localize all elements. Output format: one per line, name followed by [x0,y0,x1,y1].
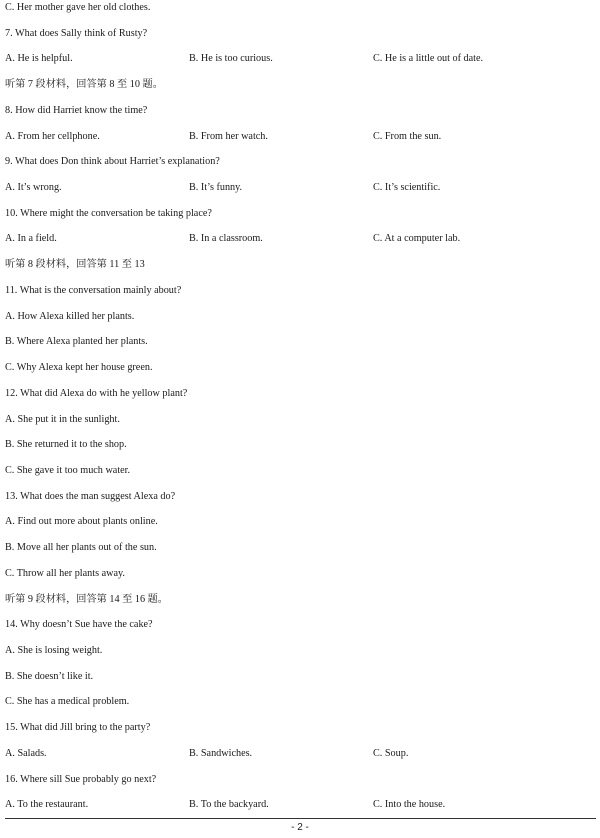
text-line: 听第 7 段材料，回答第 8 至 10 题。 [5,79,163,91]
answer-option: B. Sandwiches. [189,747,253,759]
answer-option: B. He is too curious. [189,53,273,65]
answer-option: A. He is helpful. [5,53,73,65]
answer-option: A. Salads. [5,747,47,759]
text-line: 7. What does Sally think of Rusty? [5,27,148,39]
answer-option: A. To the restaurant. [5,799,89,811]
answer-option: B. To the backyard. [189,799,269,811]
text-line: C. She gave it too much water. [5,464,131,476]
page-number: - 2 - [291,822,309,833]
text-line: 听第 8 段材料，回答第 11 至 13 [5,259,145,271]
answer-option: A. In a field. [5,233,57,245]
text-line: 8. How did Harriet know the time? [5,104,148,116]
text-line: 15. What did Jill bring to the party? [5,722,151,734]
answer-option: C. It’s scientific. [373,182,441,194]
text-line: 14. Why doesn’t Sue have the cake? [5,619,153,631]
text-line: B. She returned it to the shop. [5,439,127,451]
text-line: B. Where Alexa planted her plants. [5,336,148,348]
text-line: 11. What is the conversation mainly about? [5,284,182,296]
text-line: A. She put it in the sunlight. [5,413,120,425]
answer-option: C. From the sun. [373,130,442,142]
answer-option: B. It’s funny. [189,182,243,194]
text-line: 13. What does the man suggest Alexa do? [5,490,176,502]
answer-option: C. Soup. [373,747,409,759]
answer-option: B. In a classroom. [189,233,263,245]
text-line: 9. What does Don think about Harriet’s explanation? [5,156,220,168]
answer-option: C. Her mother gave her old clothes. [5,2,151,13]
answer-option: C. He is a little out of date. [373,53,484,65]
text-line: A. How Alexa killed her plants. [5,310,135,322]
text-line: C. Throw all her plants away. [5,567,125,579]
text-line: A. Find out more about plants online. [5,516,158,528]
text-line: 听第 9 段材料，回答第 14 至 16 题。 [5,593,168,605]
text-line: B. She doesn’t like it. [5,670,94,682]
text-line: C. Why Alexa kept her house green. [5,362,153,374]
text-line: 12. What did Alexa do with he yellow plant? [5,387,188,399]
answer-option: B. From her watch. [189,130,268,142]
answer-option: C. Into the house. [373,799,446,811]
text-line: B. Move all her plants out of the sun. [5,542,157,554]
text-line: 16. Where sill Sue probably go next? [5,773,157,785]
text-line: C. She has a medical problem. [5,696,130,708]
answer-option: C. At a computer lab. [373,233,461,245]
text-line: A. She is losing weight. [5,645,103,656]
answer-option: A. From her cellphone. [5,130,100,142]
answer-option: A. It’s wrong. [5,182,62,194]
footer-divider [5,818,596,819]
text-line: 10. Where might the conversation be taking place? [5,207,212,219]
